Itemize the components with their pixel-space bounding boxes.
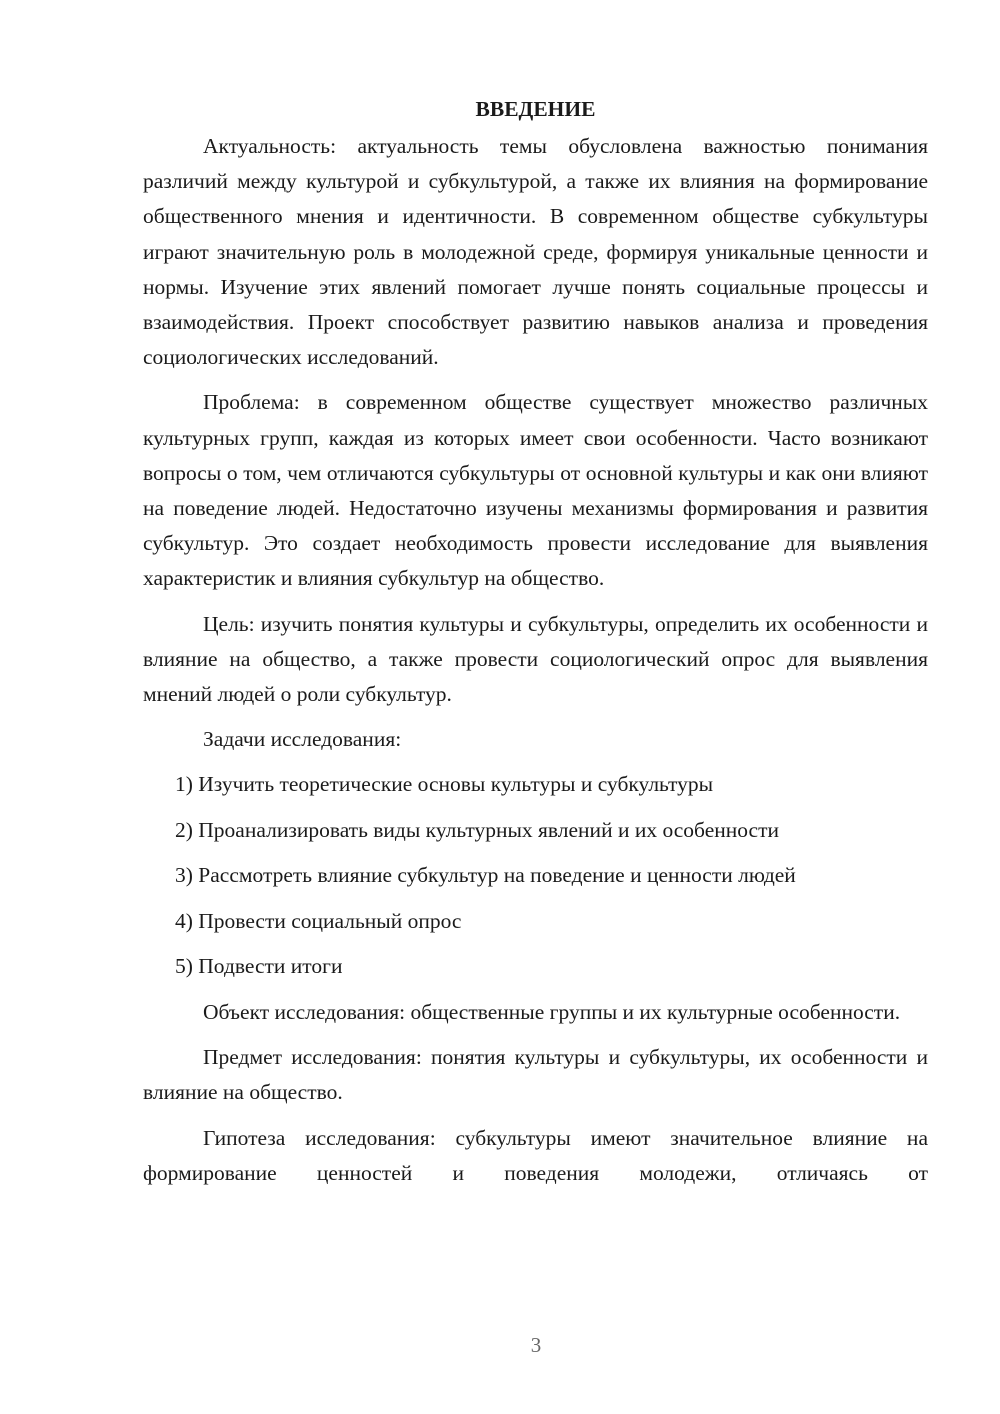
relevance-paragraph: Актуальность: актуальность темы обусловлена важностью понимания различий между культурой и субкультурой, а также их влияния на формирование общественного мнения и идентичности. В современном обществе субкультуры играют значительную роль в молодежной среде, формируя уникальные ценности и нормы. Изучение этих явлений помогает лучше понять социальные процессы и взаимодействия. Проект способствует развитию навыков анализа и проведения социологических исследований. — [143, 134, 928, 370]
problem-paragraph: Проблема: в современном обществе существует множество различных культурных групп, каждая из которых имеет свои особенности. Часто возникают вопросы о том, чем отличаются субкультуры от основной культуры и как они влияют на поведение людей. Недостаточно изучены механизмы формирования и развития субкультур. Это создает необходимость провести исследование для выявления характеристик и влияния субкультур на общество. — [143, 390, 928, 591]
page-number: 3 — [530, 1333, 542, 1357]
task-item: 4) Провести социальный опрос — [175, 908, 462, 933]
task-list — [143, 767, 928, 984]
hypothesis-paragraph: Гипотеза исследования: субкультуры имеют значительное влияние на формирование ценностей и поведения молодежи, отличаясь от — [143, 1125, 928, 1185]
task-item: 3) Рассмотреть влияние субкультур на поведение и ценности людей — [175, 863, 796, 888]
document-page — [143, 92, 928, 1201]
section-title: ВВЕДЕНИЕ — [475, 97, 596, 121]
goal-paragraph: Цель: изучить понятия культуры и субкультуры, определить их особенности и влияние на общество, а также провести социологический опрос для выявления мнений людей о роли субкультур. — [143, 611, 928, 707]
task-item: 1) Изучить теоретические основы культуры и субкультуры — [175, 772, 714, 797]
tasks-heading: Задачи исследования: — [203, 727, 402, 752]
task-item: 5) Подвести итоги — [175, 954, 343, 979]
task-item: 2) Проанализировать виды культурных явлений и их особенности — [175, 817, 779, 842]
subject-paragraph: Предмет исследования: понятия культуры и субкультуры, их особенности и влияние на общество. — [143, 1045, 928, 1105]
object-paragraph: Объект исследования: общественные группы и их культурные особенности. — [203, 999, 901, 1024]
